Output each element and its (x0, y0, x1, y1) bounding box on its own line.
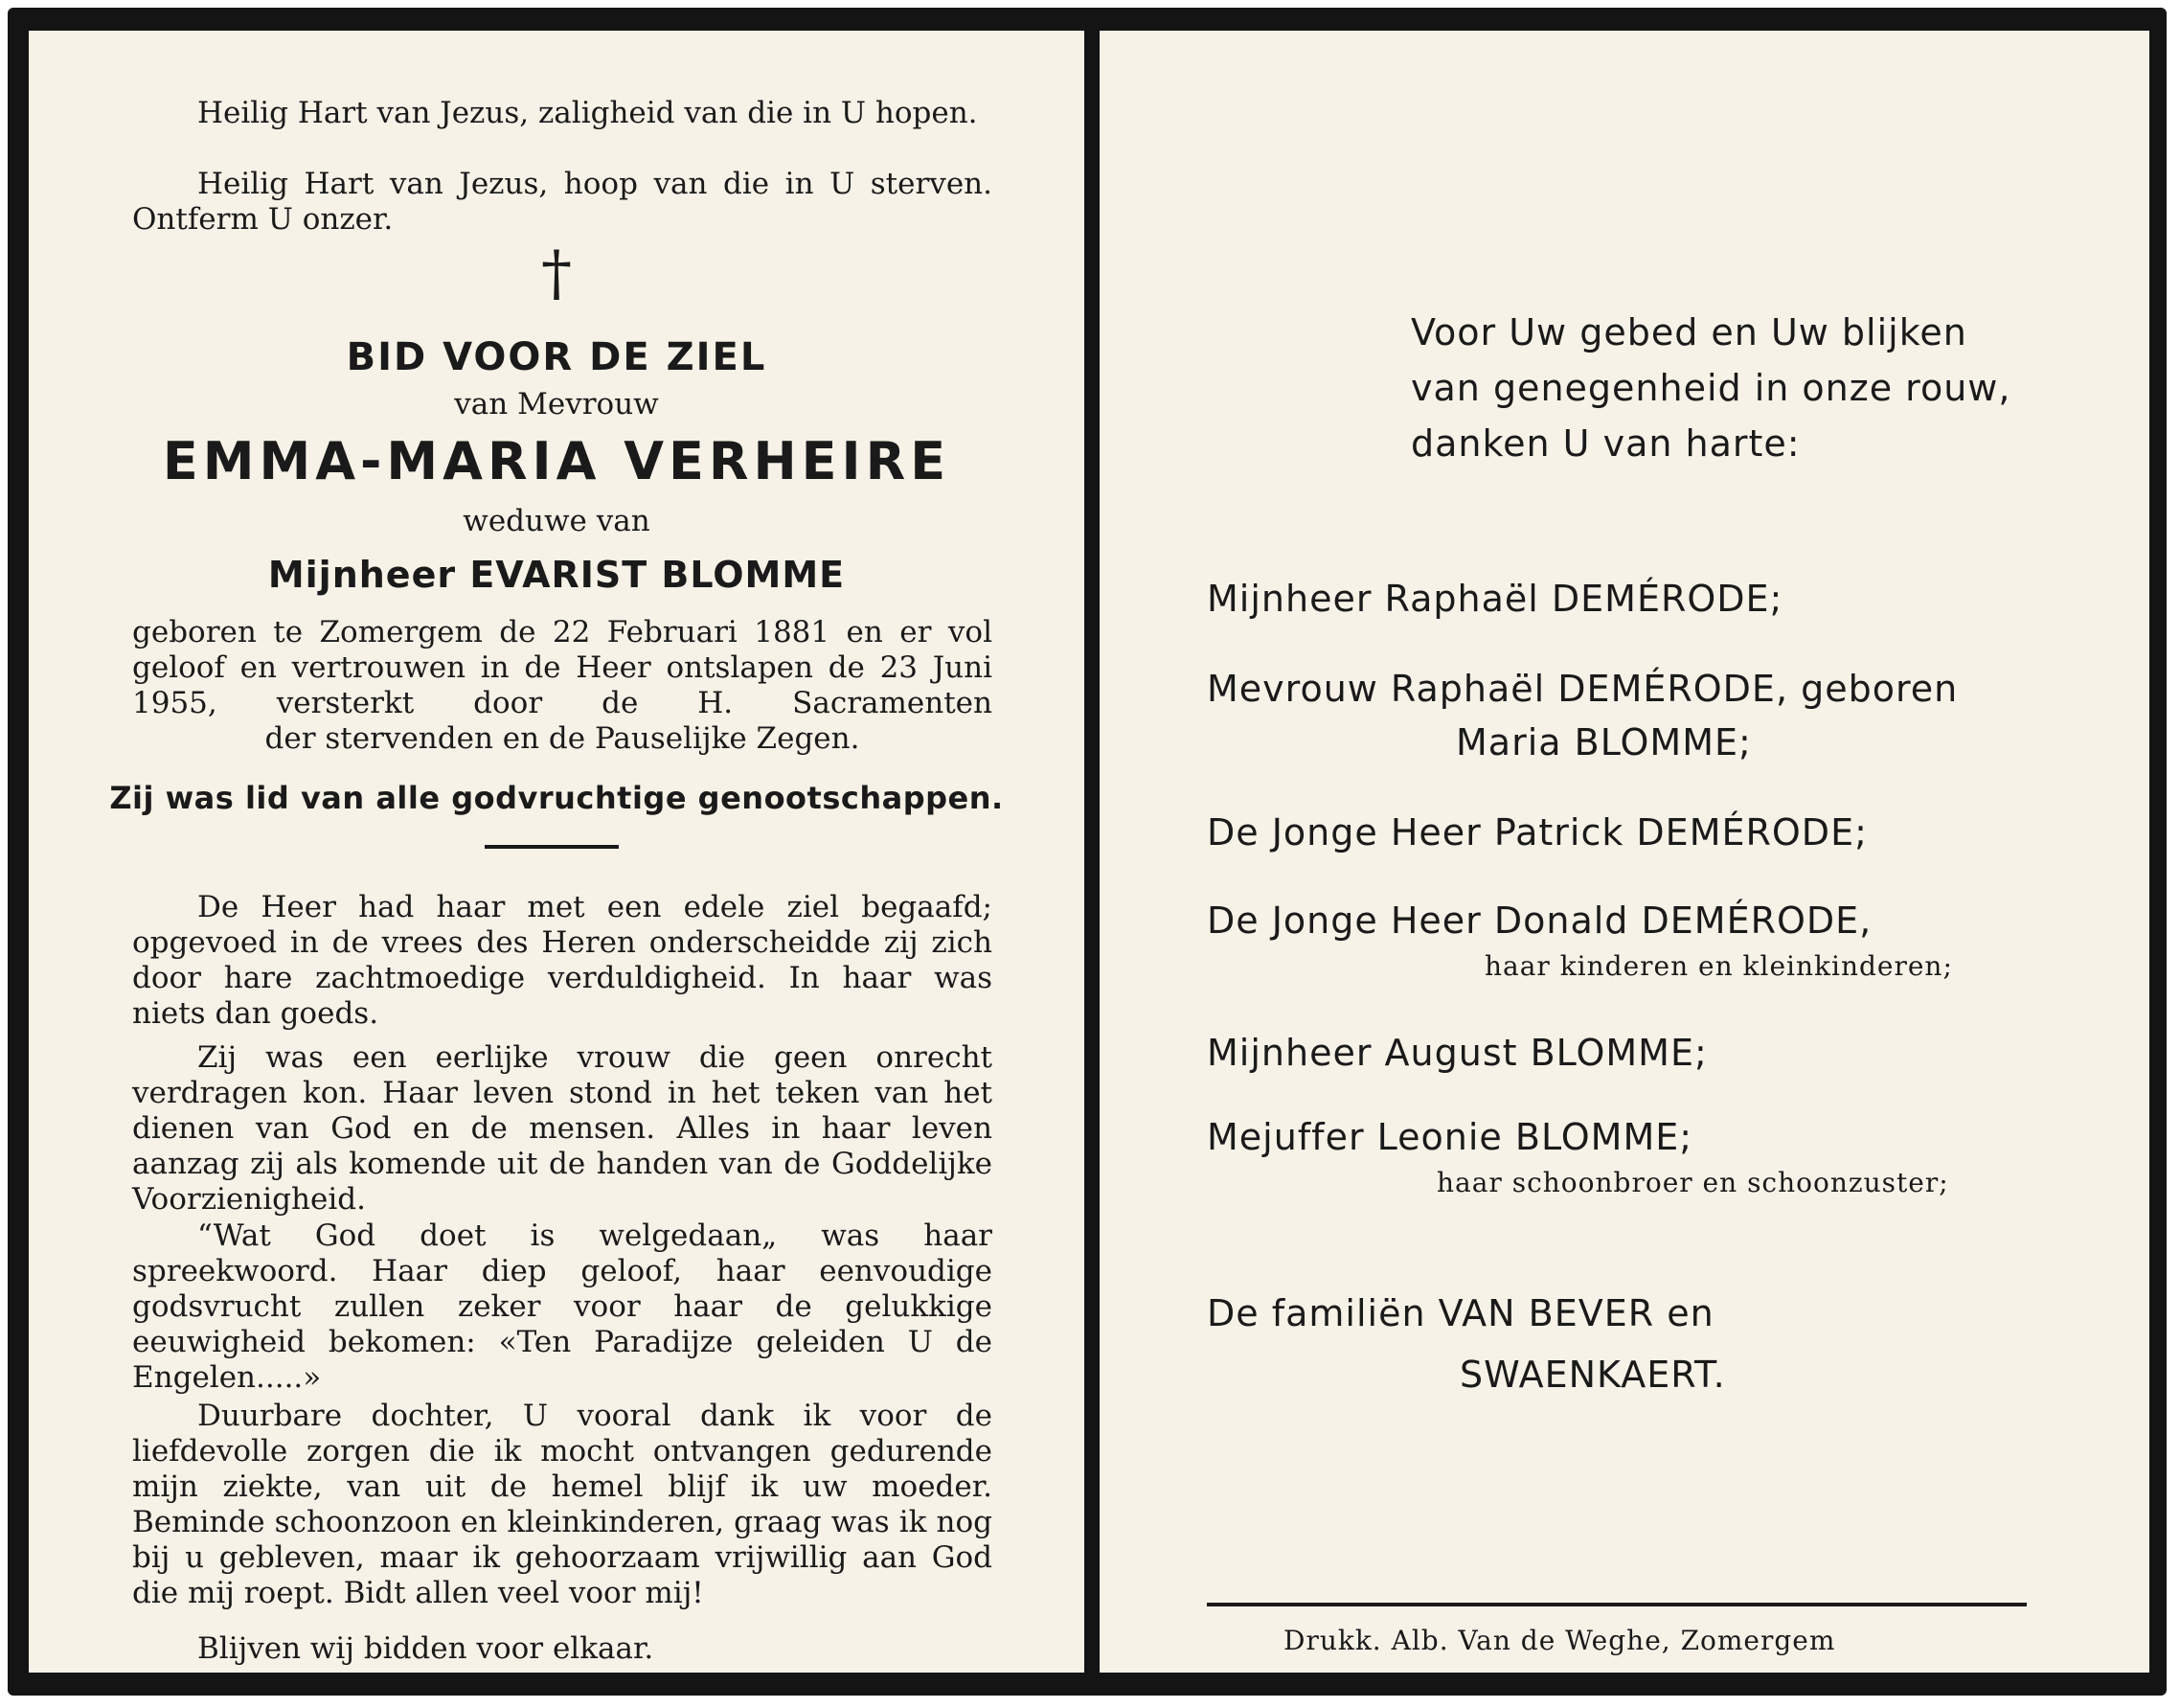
right-panel (1100, 31, 2149, 1673)
mourner-5: Mijnheer August BLOMME; (1207, 1032, 1708, 1074)
prayer-sacred-heart-2: Heilig Hart van Jezus, hoop van die in U sterven. Ontferm U onzer. (132, 167, 992, 237)
families-line-2: SWAENKAERT. (1460, 1354, 1726, 1396)
paragraph-2: Zij was een eerlijke vrouw die geen onrecht verdragen kon. Haar leven stond in het teken van het dienen van God en de mensen. Alles in haar leven aanzag zij als komende uit de handen van de Goddelijke Voorzienigheid. (132, 1040, 992, 1217)
thanks-line-1: Voor Uw gebed en Uw blijken (1411, 311, 1967, 353)
printer-divider (1207, 1603, 2027, 1606)
thanks-line-3: danken U van harte: (1411, 422, 1801, 465)
deceased-name: EMMA-MARIA VERHEIRE (162, 431, 951, 491)
paragraph-4: Duurbare dochter, U vooral dank ik voor de liefdevolle zorgen die ik mocht ontvangen gedurende mijn ziekte, van uit de hemel blijf ik uw moeder. Beminde schoonzoon en kleinkinderen, graag was ik nog bij u gebleven, maar ik gehoorzaam vrijwillig aan God die mij roept. Bidt allen veel voor mij! (132, 1399, 992, 1610)
van-mevrouw: van Mevrouw (454, 387, 659, 421)
heading-bid-voor-de-ziel: BID VOOR DE ZIEL (346, 335, 767, 379)
memorial-card (8, 8, 2167, 1696)
mourner-4: De Jonge Heer Donald DEMÉRODE, (1207, 900, 1873, 942)
biography: geboren te Zomergem de 22 Februari 1881 en er vol geloof en vertrouwen in de Heer ontslapen de 23 Juni 1955, versterkt door de H. Sacramenten (132, 615, 992, 720)
mourner-6: Mejuffer Leonie BLOMME; (1207, 1116, 1693, 1158)
card-fold (1084, 31, 1100, 1673)
in-laws-note: haar schoonbroer en schoonzuster; (1437, 1167, 1949, 1198)
left-panel (29, 31, 1084, 1673)
cross-icon: † (541, 239, 572, 309)
prayer-sacred-heart-1: Heilig Hart van Jezus, zaligheid van die in U hopen. (197, 96, 978, 130)
children-note: haar kinderen en kleinkinderen; (1485, 950, 1953, 982)
weduwe-van: weduwe van (463, 504, 650, 538)
paragraph-3: “Wat God doet is welgedaan„ was haar spreekwoord. Haar diep geloof, haar eenvoudige godsvrucht zullen zeker voor haar de gelukkige eeuwigheid bekomen: «Ten Paradijze geleiden U de Engelen.....» (132, 1218, 992, 1395)
mourner-3: De Jonge Heer Patrick DEMÉRODE; (1207, 811, 1868, 854)
biography-last-line: der stervenden en de Pauselijke Zegen. (264, 721, 860, 756)
mourner-1: Mijnheer Raphaël DEMÉRODE; (1207, 578, 1783, 620)
divider (485, 845, 619, 849)
paragraph-1: De Heer had haar met een edele ziel begaafd; opgevoed in de vrees des Heren onderscheidde zij zich door hare zachtmoedige verduldigheid. In haar was niets dan goeds. (132, 890, 992, 1031)
membership-line: Zij was lid van alle godvruchtige genootschappen. (109, 780, 1004, 816)
families-line-1: De familiën VAN BEVER en (1207, 1292, 1714, 1334)
husband-name: Mijnheer EVARIST BLOMME (267, 554, 846, 596)
paragraph-5: Blijven wij bidden voor elkaar. (197, 1631, 654, 1666)
mourner-2a: Mevrouw Raphaël DEMÉRODE, geboren (1207, 668, 1959, 710)
mourner-2b: Maria BLOMME; (1456, 721, 1752, 763)
thanks-line-2: van genegenheid in onze rouw, (1411, 367, 2011, 409)
printer-credit: Drukk. Alb. Van de Weghe, Zomergem (1283, 1625, 1836, 1656)
